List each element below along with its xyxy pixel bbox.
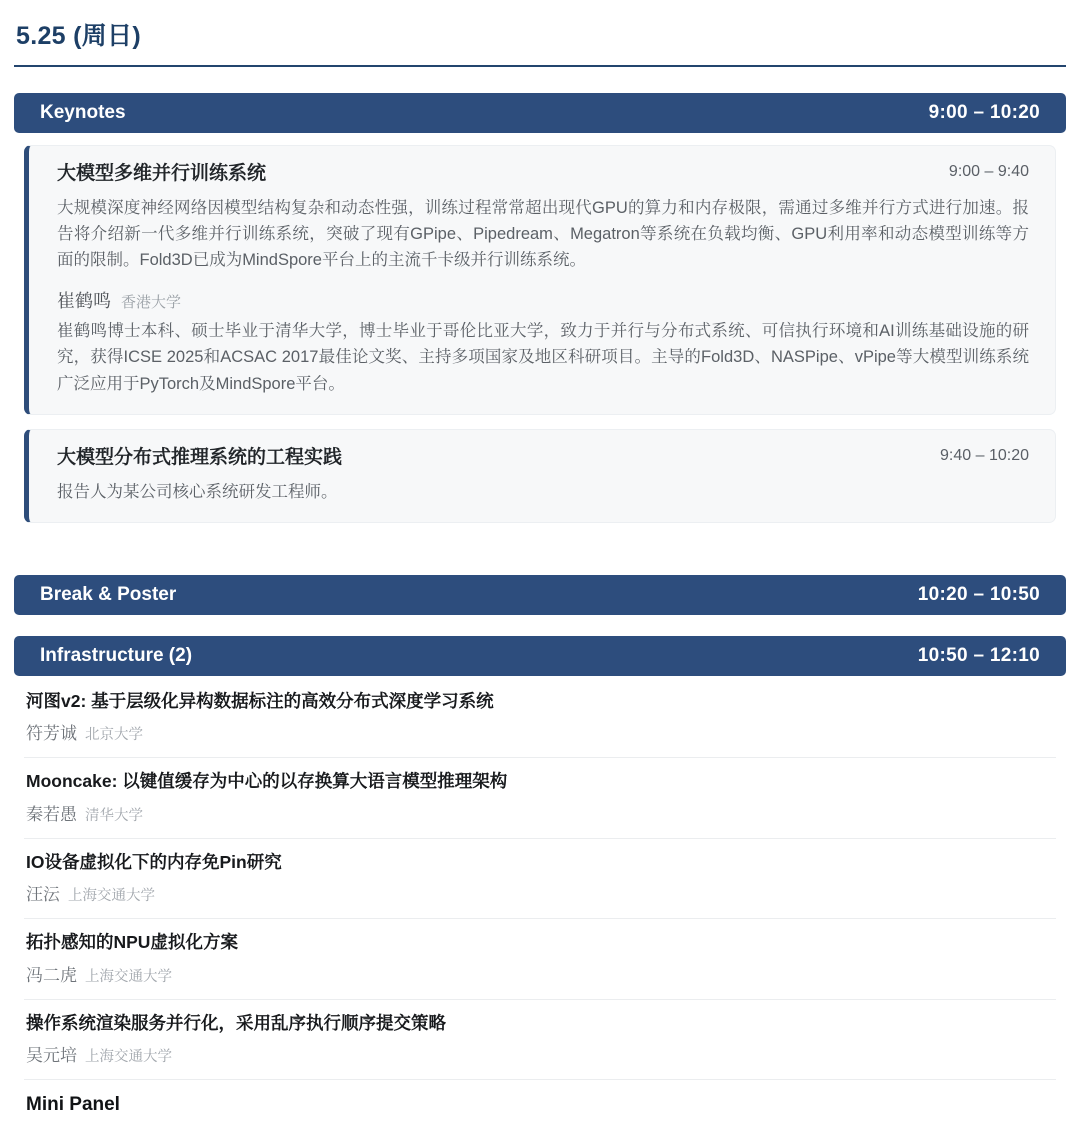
speaker-bio: 崔鹤鸣博士本科、硕士毕业于清华大学，博士毕业于哥伦比亚大学，致力于并行与分布式系统、可信执行环境和AI训练基础设施的研究，获得ICSE 2025和ACSAC 2017最佳论文奖、主持多项国家及地区科研项目。主导的Fold3D、NASPipe、vPipe等大模型训练系统广泛应用于PyTorch及MindSpore平台。 bbox=[57, 321, 1029, 393]
talk-card-keynote-1 bbox=[24, 145, 1056, 415]
session-time: 10:20 – 10:50 bbox=[917, 584, 1040, 606]
talk-card-keynote-2 bbox=[24, 429, 1056, 523]
session-time: 10:50 – 12:10 bbox=[917, 645, 1040, 667]
speaker-name: 汪沄 bbox=[26, 885, 60, 905]
speaker-row bbox=[57, 287, 1029, 313]
speaker-row bbox=[26, 880, 1054, 905]
date-divider bbox=[14, 65, 1066, 67]
spacer bbox=[14, 615, 1066, 636]
session-time: 9:00 – 10:20 bbox=[928, 102, 1040, 123]
speaker-affiliation: 清华大学 bbox=[85, 807, 143, 824]
page-title: 5.25 (周日) bbox=[16, 22, 141, 50]
talk-list-item-3 bbox=[24, 839, 1056, 919]
talk-title: 拓扑感知的NPU虚拟化方案 bbox=[26, 932, 238, 953]
speaker-name: 冯二虎 bbox=[26, 965, 77, 985]
talk-title: IO设备虚拟化下的内存免Pin研究 bbox=[26, 851, 282, 872]
session-header-break-poster bbox=[14, 575, 1066, 615]
talk-title: 操作系统渲染服务并行化，采用乱序执行顺序提交策略 bbox=[26, 1012, 446, 1033]
talk-title: 河图v2: 基于层级化异构数据标注的高效分布式深度学习系统 bbox=[26, 691, 494, 712]
speaker-row bbox=[26, 961, 1054, 986]
talk-abstract: 大规模深度神经网络因模型结构复杂和动态性强，训练过程常常超出现代GPU的算力和内存极限，需通过多维并行方式进行加速。报告将介绍新一代多维并行训练系统，突破了现有GPipe、Pipedream、Megatron等系统在负载均衡、GPU利用率和动态模型训练等方面的限制。Fold3D已成为MindSpore平台上的主流千卡级并行训练系统。 bbox=[57, 198, 1029, 270]
talk-time: 9:40 – 10:20 bbox=[940, 446, 1029, 464]
speaker-affiliation: 香港大学 bbox=[121, 293, 182, 311]
session-label: Keynotes bbox=[40, 102, 126, 123]
speaker-row bbox=[26, 800, 1054, 825]
session-header-keynotes bbox=[14, 93, 1066, 133]
talk-time: 9:00 – 9:40 bbox=[948, 163, 1029, 180]
speaker-name: 符芳诚 bbox=[26, 724, 77, 744]
speaker-name: 吴元培 bbox=[26, 1045, 77, 1065]
talk-abstract: 报告人为某公司核心系统研发工程师。 bbox=[57, 482, 338, 501]
talk-card-header bbox=[57, 161, 1029, 187]
spacer bbox=[14, 537, 1066, 575]
speaker-row bbox=[26, 1041, 1054, 1066]
talk-list-item-2 bbox=[24, 758, 1056, 838]
talk-list-item-mini-panel bbox=[24, 1080, 1056, 1126]
mini-panel-title: Mini Panel bbox=[26, 1093, 120, 1115]
speaker-affiliation: 上海交通大学 bbox=[68, 888, 155, 905]
speaker-name: 秦若愚 bbox=[26, 804, 77, 824]
talk-title: 大模型多维并行训练系统 bbox=[57, 163, 267, 184]
talk-list-item-1 bbox=[24, 678, 1056, 758]
talk-list bbox=[24, 678, 1056, 1126]
talk-card-header bbox=[57, 445, 1029, 471]
talk-list-item-5 bbox=[24, 1000, 1056, 1080]
speaker-row bbox=[26, 719, 1054, 744]
speaker-name: 崔鹤鸣 bbox=[57, 290, 111, 311]
talk-title: Mooncake: 以键值缓存为中心的以存换算大语言模型推理架构 bbox=[26, 771, 508, 792]
speaker-affiliation: 上海交通大学 bbox=[85, 968, 172, 985]
talk-list-item-4 bbox=[24, 919, 1056, 999]
talk-title: 大模型分布式推理系统的工程实践 bbox=[57, 446, 343, 468]
speaker-affiliation: 上海交通大学 bbox=[85, 1048, 172, 1065]
session-header-infrastructure bbox=[14, 636, 1066, 676]
session-label: Infrastructure (2) bbox=[40, 645, 193, 667]
speaker-affiliation: 北京大学 bbox=[85, 727, 143, 744]
session-label: Break & Poster bbox=[40, 584, 177, 606]
